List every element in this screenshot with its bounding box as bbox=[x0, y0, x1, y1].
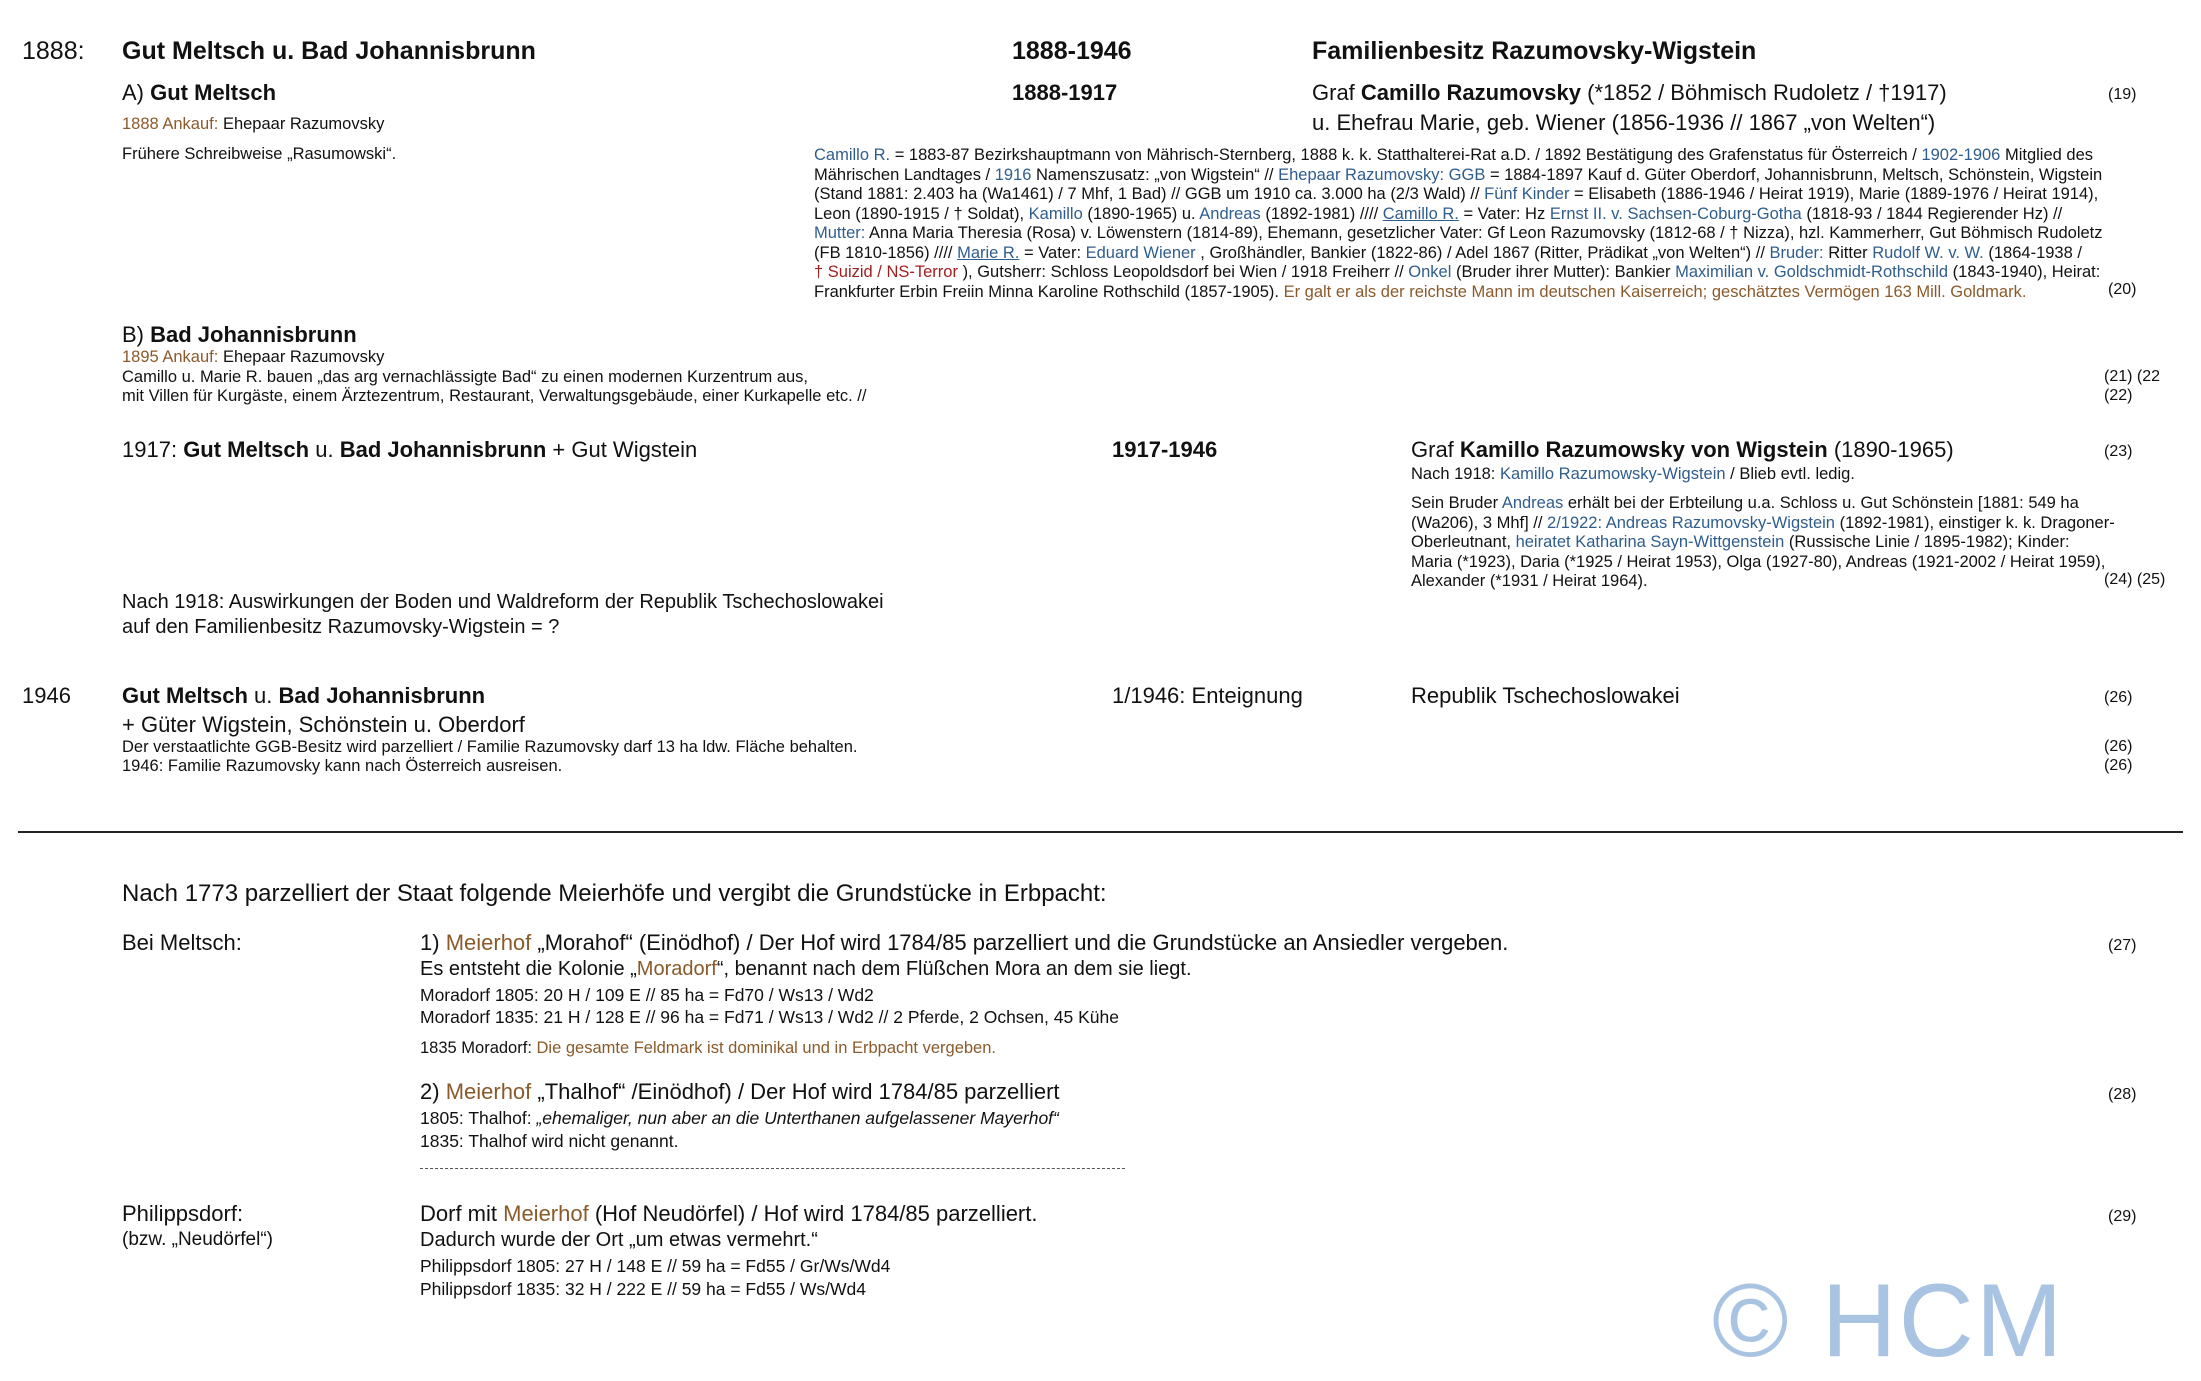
ref-24-25: (24) (25) bbox=[2104, 571, 2166, 588]
text-run: Mutter: bbox=[814, 224, 866, 242]
text-run: Oberleutnant, bbox=[1411, 533, 1516, 551]
text-run: Kamillo bbox=[1028, 204, 1083, 223]
thalhof-1835: 1835: Thalhof wird nicht genannt. bbox=[420, 1131, 679, 1151]
owner-camillo: Graf Camillo Razumovsky (*1852 / Böhmisch Rudoletz / †1917) bbox=[1312, 80, 1947, 105]
text-run: Mährischen Landtages / bbox=[814, 165, 995, 184]
text-line bbox=[1411, 533, 2115, 553]
text-run: Andreas bbox=[1501, 494, 1564, 512]
text-line bbox=[814, 146, 2103, 166]
text-run: (FB 1810-1856) //// bbox=[814, 243, 958, 262]
label-bei-meltsch: Bei Meltsch: bbox=[122, 930, 242, 955]
b-line2: mit Villen für Kurgäste, einem Ärztezentrum, Restaurant, Verwaltungsgebäude, einer Kurkapelle etc. // bbox=[122, 387, 867, 405]
philippsdorf-line2: Dadurch wurde der Ort „um etwas vermehrt.“ bbox=[420, 1229, 818, 1251]
text-run: = 1884-1897 Kauf d. Güter Oberdorf, Johannisbrunn, Meltsch, Schönstein, Wigstein bbox=[1489, 165, 2103, 184]
ref-23: (23) bbox=[2104, 443, 2133, 460]
owner-republik: Republik Tschechoslowakei bbox=[1411, 683, 1680, 708]
text-line bbox=[1411, 514, 2115, 534]
text-run: Mitglied des bbox=[2004, 146, 2094, 164]
philippsdorf-1805: Philippsdorf 1805: 27 H / 148 E // 59 ha = Fd55 / Gr/Ws/Wd4 bbox=[420, 1256, 891, 1276]
text-run: Andreas bbox=[1199, 204, 1261, 223]
meierhof-1-title: 1) Meierhof „Morahof“ (Einödhof) / Der Hof wird 1784/85 parzelliert und die Grundstücke an Ansiedler vergeben. bbox=[420, 930, 1509, 955]
text-run: Bruder: bbox=[1769, 243, 1824, 262]
ref-26-b: (26) bbox=[2104, 738, 2133, 755]
text-run: (1818-93 / 1844 Regierender Hz) // bbox=[1806, 204, 2063, 223]
text-run: Maria (*1923), Daria (*1925 / Heirat 1953), Olga (1927-80), Andreas (1921-2002 / Heirat 1959), bbox=[1411, 552, 2106, 571]
note-1946-2: 1946: Familie Razumovsky kann nach Österreich ausreisen. bbox=[122, 757, 563, 775]
text-run: Namenszusatz: „von Wigstein“ // bbox=[1036, 165, 1279, 184]
text-line bbox=[814, 185, 2103, 205]
text-line bbox=[814, 224, 2103, 244]
text-run: Camillo R. bbox=[814, 146, 891, 164]
period-1917-1946: 1917-1946 bbox=[1112, 437, 1218, 462]
ref-26-c: (26) bbox=[2104, 757, 2133, 774]
a-note: Frühere Schreibweise „Rasumowski“. bbox=[122, 145, 397, 163]
text-line bbox=[814, 283, 2103, 303]
owner-marie: u. Ehefrau Marie, geb. Wiener (1856-1936 // 1867 „von Welten“) bbox=[1312, 110, 1936, 135]
text-run: (1864-1938 / bbox=[1988, 243, 2082, 262]
text-run: † Suizid / NS-Terror bbox=[814, 263, 958, 281]
text-run: Eduard Wiener bbox=[1085, 243, 1196, 262]
text-line bbox=[1411, 494, 2115, 514]
event-enteignung: 1/1946: Enteignung bbox=[1112, 683, 1303, 708]
ref-19: (19) bbox=[2108, 86, 2137, 103]
text-run: (1843-1940), Heirat: bbox=[1952, 263, 2101, 281]
ref-26-a: (26) bbox=[2104, 689, 2133, 706]
section-title-1946: Gut Meltsch u. Bad Johannisbrunn bbox=[122, 683, 486, 708]
section-divider bbox=[18, 831, 2183, 833]
subsection-a-title bbox=[122, 80, 276, 106]
label-philippsdorf: Philippsdorf: bbox=[122, 1201, 244, 1226]
text-run: Fünf Kinder bbox=[1484, 185, 1570, 203]
reform-line-1: Nach 1918: Auswirkungen der Boden und Waldreform der Republik Tschechoslowakei bbox=[122, 591, 884, 613]
text-run: Er galt er als der reichste Mann im deutschen Kaiserreich; geschätztes Vermögen 163 Mill. Goldmark. bbox=[1283, 282, 2027, 301]
text-run: Ritter bbox=[1828, 243, 1873, 262]
philippsdorf-1835: Philippsdorf 1835: 32 H / 222 E // 59 ha = Fd55 / Ws/Wd4 bbox=[420, 1279, 867, 1299]
text-run: (Wa206), 3 Mhf] // bbox=[1411, 513, 1548, 532]
ref-28: (28) bbox=[2108, 1086, 2137, 1103]
subsection-a-prefix: A) bbox=[122, 80, 144, 105]
text-line bbox=[814, 244, 2103, 264]
text-run: (Russische Linie / 1895-1982); Kinder: bbox=[1788, 533, 2070, 551]
section-title-1888: Gut Meltsch u. Bad Johannisbrunn bbox=[122, 37, 536, 65]
section-1946-line2: + Güter Wigstein, Schönstein u. Oberdorf bbox=[122, 712, 525, 737]
text-run: (1890-1965) u. bbox=[1087, 204, 1200, 223]
subsection-a-name: Gut Meltsch bbox=[150, 80, 277, 105]
a-ankauf: 1888 Ankauf: Ehepaar Razumovsky bbox=[122, 115, 385, 133]
text-run: Ehepaar Razumovsky: GGB bbox=[1278, 165, 1486, 184]
text-run: Maximilian v. Goldschmidt-Rothschild bbox=[1675, 263, 1949, 281]
subsection-b-title: B) Bad Johannisbrunn bbox=[122, 322, 357, 347]
text-line bbox=[1411, 553, 2115, 573]
text-run: Frankfurter Erbin Freiin Minna Karoline Rothschild (1857-1905). bbox=[814, 282, 1284, 301]
text-run: (1892-1981), einstiger k. k. Dragoner- bbox=[1839, 513, 2115, 532]
text-run: , Großhändler, Bankier (1822-86) / Adel 1867 (Ritter, Prädikat „von Welten“) // bbox=[1200, 243, 1770, 262]
text-run: 2/1922: Andreas Razumovsky-Wigstein bbox=[1547, 513, 1835, 532]
meierhof-1-line2: Es entsteht die Kolonie „Moradorf“, benannt nach dem Flüßchen Mora an dem sie liegt. bbox=[420, 958, 1192, 980]
text-run: = Elisabeth (1886-1946 / Heirat 1919), Marie (1889-1976 / Heirat 1914), bbox=[1574, 185, 2099, 203]
section-title-1917: 1917: Gut Meltsch u. Bad Johannisbrunn + Gut Wigstein bbox=[122, 437, 698, 462]
camillo-biography bbox=[814, 146, 2103, 302]
hcm-watermark: © HCM bbox=[1712, 1263, 2065, 1379]
text-run: Ernst II. v. Sachsen-Coburg-Gotha bbox=[1549, 204, 1802, 223]
moradorf-1835: Moradorf 1835: 21 H / 128 E // 96 ha = Fd71 / Ws13 / Wd2 // 2 Pferde, 2 Ochsen, 45 Kühe bbox=[420, 1007, 1119, 1027]
b-ankauf: 1895 Ankauf: Ehepaar Razumovsky bbox=[122, 348, 385, 366]
text-line bbox=[814, 166, 2103, 186]
text-run: Anna Maria Theresia (Rosa) v. Löwenstern (1814-89), Ehemann, gesetzlicher Vater: Gf Leon Razumovsky (1812-68 / † Nizza), hzl. Kammerherr, Gut Böhmisch Rudoletz bbox=[869, 224, 2103, 242]
text-run: 1916 bbox=[994, 165, 1032, 184]
heading-1773: Nach 1773 parzelliert der Staat folgende Meierhöfe und vergibt die Grundstücke in Erbpacht: bbox=[122, 880, 1107, 907]
owner-kamillo: Graf Kamillo Razumowsky von Wigstein (1890-1965) bbox=[1411, 437, 1954, 462]
text-line bbox=[814, 205, 2103, 225]
thalhof-1805: 1805: Thalhof: „ehemaliger, nun aber an die Unterthanen aufgelassener Mayerhof“ bbox=[420, 1108, 1059, 1128]
reform-line-2: auf den Familienbesitz Razumovsky-Wigstein = ? bbox=[122, 616, 560, 638]
kamillo-note: Nach 1918: Kamillo Razumowsky-Wigstein / Blieb evtl. ledig. bbox=[1411, 465, 1855, 483]
owner-family: Familienbesitz Razumovsky-Wigstein bbox=[1312, 37, 1757, 65]
text-run: heiratet Katharina Sayn-Wittgenstein bbox=[1515, 533, 1785, 551]
text-run: Rudolf W. v. W. bbox=[1872, 243, 1984, 262]
text-run: Leon (1890-1915 / † Soldat), bbox=[814, 204, 1029, 223]
ref-27: (27) bbox=[2108, 937, 2137, 954]
text-line bbox=[814, 263, 2103, 283]
year-1946: 1946 bbox=[22, 683, 71, 708]
moradorf-note: 1835 Moradorf: Die gesamte Feldmark ist dominikal und in Erbpacht vergeben. bbox=[420, 1039, 996, 1057]
text-run: Onkel bbox=[1408, 263, 1452, 281]
andreas-paragraph bbox=[1411, 494, 2115, 592]
label-neudoerfel: (bzw. „Neudörfel“) bbox=[122, 1229, 273, 1250]
ref-20: (20) bbox=[2108, 281, 2137, 298]
ref-21-22: (21) (22 bbox=[2104, 368, 2161, 385]
ref-22: (22) bbox=[2104, 387, 2133, 404]
text-line bbox=[1411, 572, 2115, 592]
period-1888-1946: 1888-1946 bbox=[1012, 37, 1132, 65]
text-run: Sein Bruder bbox=[1411, 494, 1502, 512]
text-run: (1892-1981) //// bbox=[1265, 204, 1383, 223]
meierhof-2-title: 2) Meierhof „Thalhof“ /Einödhof) / Der Hof wird 1784/85 parzelliert bbox=[420, 1079, 1060, 1104]
text-run: = 1883-87 Bezirkshauptmann von Mährisch-Sternberg, 1888 k. k. Statthalterei-Rat a.D. / 1892 Bestätigung des Grafenstatus für Österreich / bbox=[894, 146, 1922, 164]
philippsdorf-title: Dorf mit Meierhof (Hof Neudörfel) / Hof wird 1784/85 parzelliert. bbox=[420, 1201, 1038, 1226]
text-run: = Vater: bbox=[1024, 243, 1086, 262]
text-run: = Vater: Hz bbox=[1463, 204, 1550, 223]
text-run: (Bruder ihrer Mutter): Bankier bbox=[1455, 263, 1676, 281]
text-run: Camillo R. bbox=[1382, 204, 1459, 223]
period-1888-1917: 1888-1917 bbox=[1012, 80, 1118, 105]
dotted-separator bbox=[420, 1168, 1125, 1169]
text-run: 1902-1906 bbox=[1921, 146, 2001, 164]
moradorf-1805: Moradorf 1805: 20 H / 109 E // 85 ha = Fd70 / Ws13 / Wd2 bbox=[420, 985, 874, 1005]
year-1888: 1888: bbox=[22, 37, 85, 65]
ref-29: (29) bbox=[2108, 1208, 2137, 1225]
b-line1: Camillo u. Marie R. bauen „das arg vernachlässigte Bad“ zu einen modernen Kurzentrum aus, bbox=[122, 368, 809, 386]
text-run: (Stand 1881: 2.403 ha (Wa1461) / 7 Mhf, 1 Bad) // GGB um 1910 ca. 3.000 ha (2/3 Wald) // bbox=[814, 185, 1485, 203]
text-run: erhält bei der Erbteilung u.a. Schloss u. Gut Schönstein [1881: 549 ha bbox=[1567, 494, 2079, 512]
note-1946-1: Der verstaatlichte GGB-Besitz wird parzelliert / Familie Razumovsky darf 13 ha ldw. Fläche behalten. bbox=[122, 738, 858, 756]
text-run: ), Gutsherr: Schloss Leopoldsdorf bei Wien / 1918 Freiherr // bbox=[962, 263, 1409, 281]
text-run: Alexander (*1931 / Heirat 1964). bbox=[1411, 572, 1648, 590]
text-run: Marie R. bbox=[957, 243, 1020, 262]
